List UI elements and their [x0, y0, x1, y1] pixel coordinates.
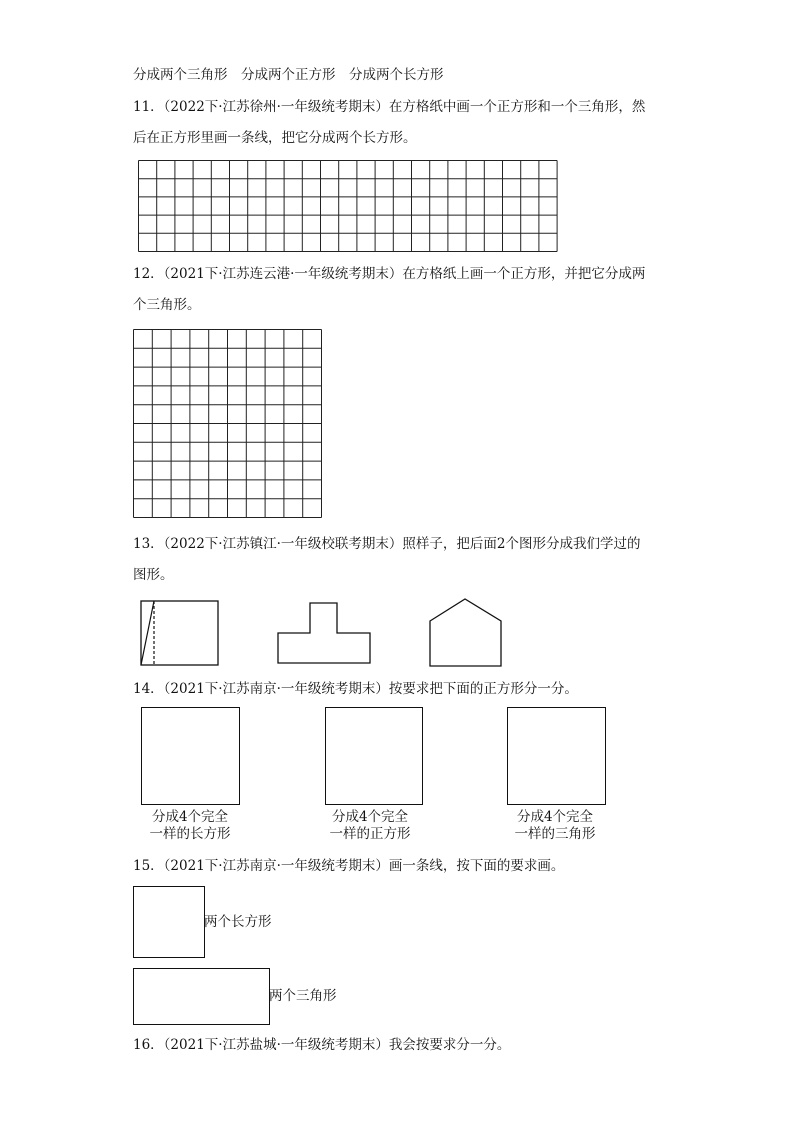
q12-grid-paper[interactable] [133, 329, 323, 519]
q11-grid-paper[interactable] [138, 160, 562, 252]
q14-caption-1-line1: 分成4个完全 [151, 809, 229, 825]
q14-caption-1-line2: 一样的长方形 [149, 826, 231, 842]
q13-pentagon-house[interactable] [429, 598, 503, 668]
q14-caption-3-line1: 分成4个完全 [516, 809, 594, 825]
q13-text-line2: 图形。 [133, 567, 174, 583]
q11-text-line1: 11．（2022下·江苏徐州·一年级统考期末）在方格纸中画一个正方形和一个三角形，然 [133, 99, 646, 115]
q14-text-line1: 14．（2021下·江苏南京·一年级统考期末）按要求把下面的正方形分一分。 [133, 681, 578, 697]
q11-text-line2: 后在正方形里画一条线，把它分成两个长方形。 [133, 130, 417, 146]
q14-caption-3 [505, 809, 605, 843]
q14-caption-3-line2: 一样的三角形 [514, 826, 596, 842]
q14-square-3[interactable] [507, 707, 606, 805]
q13-example-square-divided [140, 600, 220, 666]
q15-square[interactable] [133, 886, 205, 958]
q16-text-line1: 16．（2021下·江苏盐城·一年级统考期末）我会按要求分一分。 [133, 1037, 511, 1053]
q13-text-line1: 13．（2022下·江苏镇江·一年级校联考期末）照样子，把后面2个图形分成我们学过的 [133, 536, 641, 552]
q13-t-shape[interactable] [277, 602, 371, 664]
q12-text-line1: 12．（2021下·江苏连云港·一年级统考期末）在方格纸上画一个正方形，并把它分成两 [133, 266, 646, 282]
q14-caption-2-line2: 一样的正方形 [329, 826, 411, 842]
q15-rectangle[interactable] [133, 968, 270, 1025]
q14-caption-2 [320, 809, 420, 843]
q12-text-line2: 个三角形。 [133, 297, 201, 313]
q15-text-line1: 15．（2021下·江苏南京·一年级统考期末）画一条线，按下面的要求画。 [133, 858, 565, 874]
q14-caption-2-line1: 分成4个完全 [331, 809, 409, 825]
answer-options-line: 分成两个三角形 分成两个正方形 分成两个长方形 [133, 67, 444, 83]
q14-square-1[interactable] [141, 707, 240, 805]
q14-caption-1 [140, 809, 240, 843]
q15-label-two-triangles: 两个三角形 [269, 988, 337, 1004]
q15-label-two-rectangles: 两个长方形 [204, 914, 272, 930]
q14-square-2[interactable] [325, 707, 423, 805]
